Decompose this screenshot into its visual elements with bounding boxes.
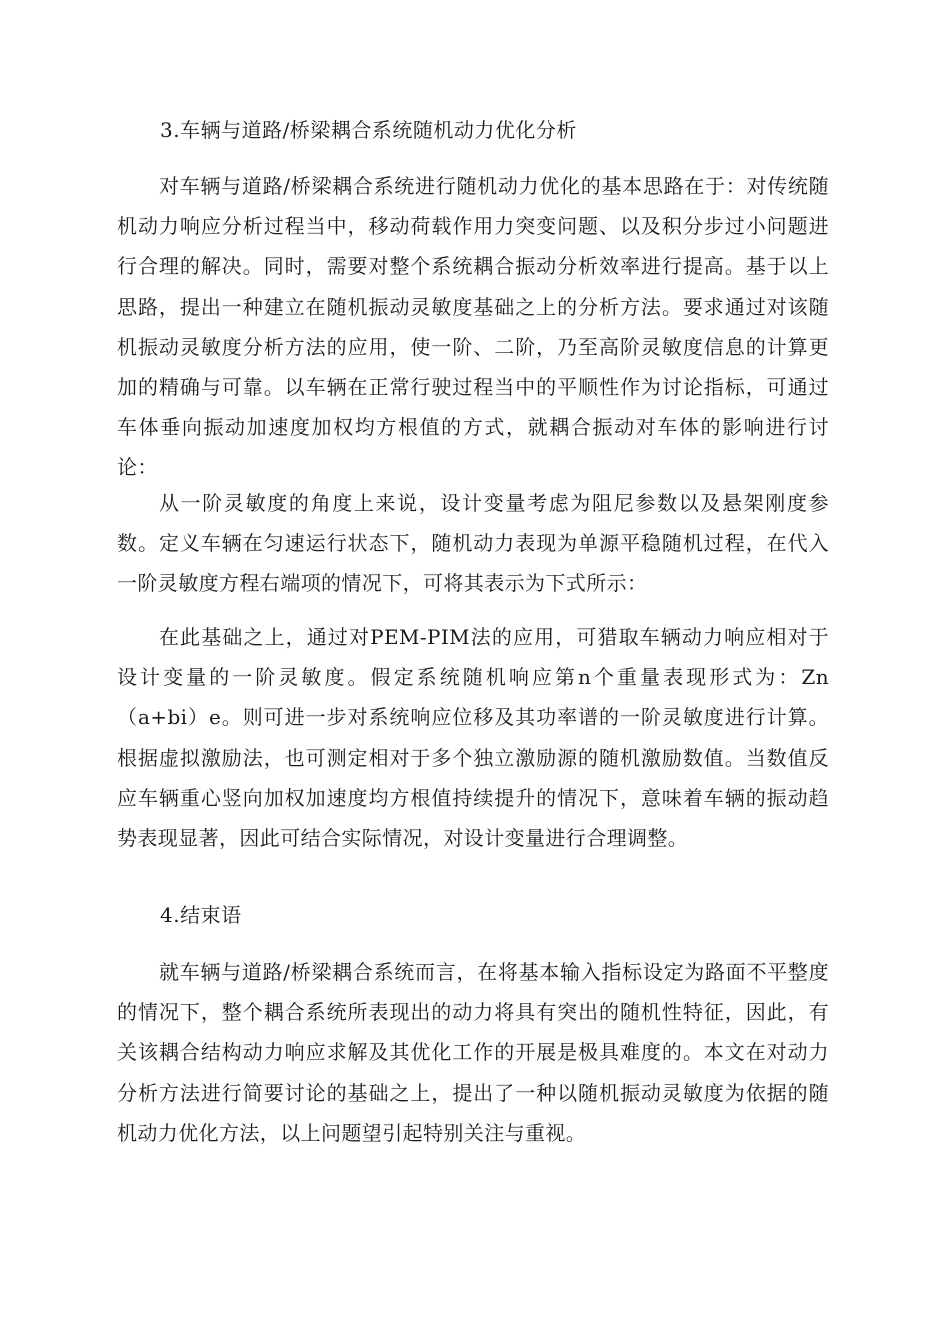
section-3-paragraph-2: 从一阶灵敏度的角度上来说，设计变量考虑为阻尼参数以及悬架刚度参数。定义车辆在匀速运行状态下，随机动力表现为单源平稳随机过程，在代入一阶灵敏度方程右端项的情况下，可将其表示为下式所示： (117, 491, 829, 596)
section-3-heading: 3.车辆与道路/桥梁耦合系统随机动力优化分析 (160, 118, 577, 142)
section-4-paragraph-1: 就车辆与道路/桥梁耦合系统而言，在将基本输入指标设定为路面不平整度的情况下，整个耦合系统所表现出的动力将具有突出的随机性特征，因此，有关该耦合结构动力响应求解及其优化工作的开展是极具难度的。本文在对动力分析方法进行简要讨论的基础之上，提出了一种以随机振动灵敏度为依据的随机动力优化方法，以上问题望引起特别关注与重视。 (117, 960, 829, 1145)
section-3-paragraph-1: 对车辆与道路/桥梁耦合系统进行随机动力优化的基本思路在于：对传统随机动力响应分析过程当中，移动荷载作用力突变问题、以及积分步过小问题进行合理的解决。同时，需要对整个系统耦合振动分析效率进行提高。基于以上思路，提出一种建立在随机振动灵敏度基础之上的分析方法。要求通过对该随机振动灵敏度分析方法的应用，使一阶、二阶，乃至高阶灵敏度信息的计算更加的精确与可靠。以车辆在正常行驶过程当中的平顺性作为讨论指标，可通过车体垂向振动加速度加权均方根值的方式，就耦合振动对车体的影响进行讨论： (117, 174, 829, 480)
section-4-heading: 4.结束语 (160, 903, 242, 927)
section-3-paragraph-3: 在此基础之上，通过对PEM-PIM法的应用，可猎取车辆动力响应相对于设计变量的一阶灵敏度。假定系统随机响应第n个重量表现形式为：Zn（a+bi）e。则可进一步对系统响应位移及其功率谱的一阶灵敏度进行计算。根据虚拟激励法，也可测定相对于多个独立激励源的随机激励数值。当数值反应车辆重心竖向加权加速度均方根值持续提升的情况下，意味着车辆的振动趋势表现显著，因此可结合实际情况，对设计变量进行合理调整。 (117, 625, 829, 851)
